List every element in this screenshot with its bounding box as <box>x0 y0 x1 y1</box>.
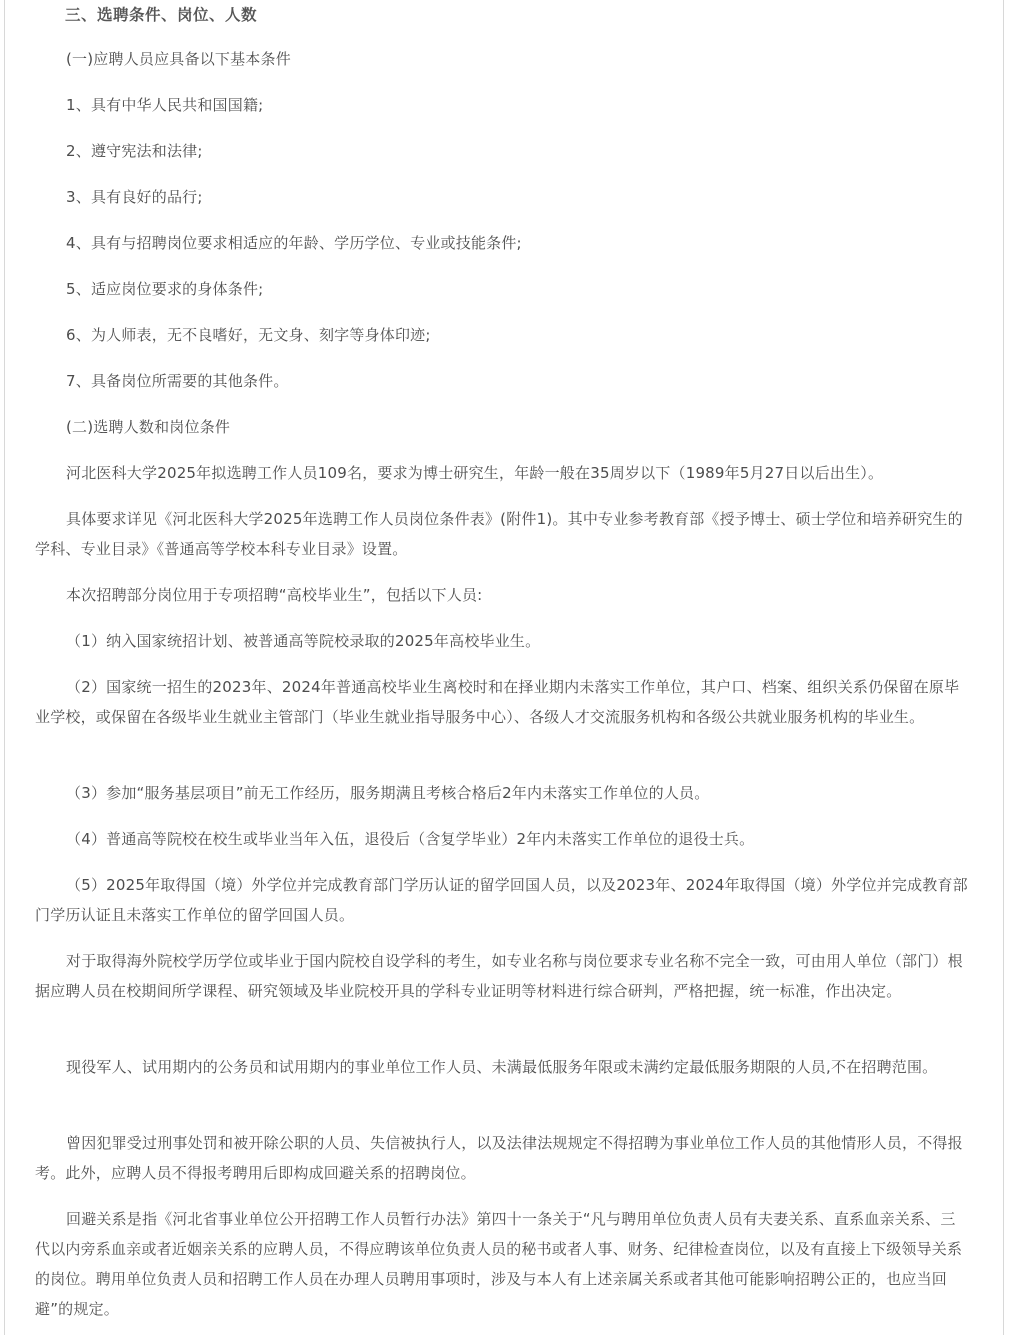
condition-item-4: 4、具有与招聘岗位要求相适应的年龄、学历学位、专业或技能条件; <box>66 234 522 252</box>
condition-item-6: 6、为人师表，无不良嗜好，无文身、刻字等身体印迹; <box>66 326 431 344</box>
graduate-type-2: （2）国家统一招生的2023年、2024年普通高校毕业生离校时和在择业期内未落实工作单位，其户口、档案、组织关系仍保留在原毕业学校，或保留在各级毕业生就业主管部门（毕业生就业指导服务中心）、各级人才交流服务机构和各级公共就业服务机构的毕业生。 <box>35 678 960 726</box>
condition-item-3: 3、具有良好的品行; <box>66 188 203 206</box>
paragraph-basic-conditions: (一)应聘人员应具备以下基本条件 <box>66 50 291 68</box>
paragraph-positions: (二)选聘人数和岗位条件 <box>66 418 231 436</box>
paragraph-disqualification: 曾因犯罪受过刑事处罚和被开除公职的人员、失信被执行人，以及法律法规规定不得招聘为事业单位工作人员的其他情形人员，不得报考。此外，应聘人员不得报考聘用后即构成回避关系的招聘岗位。 <box>35 1134 963 1182</box>
graduate-type-1: （1）纳入国家统招计划、被普通高等院校录取的2025年高校毕业生。 <box>66 632 541 650</box>
condition-item-7: 7、具备岗位所需要的其他条件。 <box>66 372 289 390</box>
graduate-type-4: （4）普通高等院校在校生或毕业当年入伍，退役后（含复学毕业）2年内未落实工作单位的退役士兵。 <box>66 830 755 848</box>
paragraph-overseas-degree: 对于取得海外院校学历学位或毕业于国内院校自设学科的考生，如专业名称与岗位要求专业名称不完全一致，可由用人单位（部门）根据应聘人员在校期间所学课程、研究领域及毕业院校开具的学科专业证明等材料进行综合研判，严格把握，统一标准，作出决定。 <box>35 952 963 1000</box>
paragraph-special-recruitment: 本次招聘部分岗位用于专项招聘“高校毕业生”，包括以下人员: <box>66 586 483 604</box>
graduate-type-5: （5）2025年取得国（境）外学位并完成教育部门学历认证的留学回国人员，以及2023年、2024年取得国（境）外学位并完成教育部门学历认证且未落实工作单位的留学回国人员。 <box>35 876 968 924</box>
paragraph-avoidance: 回避关系是指《河北省事业单位公开招聘工作人员暂行办法》第四十一条关于“凡与聘用单位负责人员有夫妻关系、直系血亲关系、三代以内旁系血亲或者近姻亲关系的应聘人员，不得应聘该单位负责人员的秘书或者人事、财务、纪律检查岗位，以及有直接上下级领导关系的岗位。聘用单位负责人员和招聘工作人员在办理人员聘用事项时，涉及与本人有上述亲属关系或者其他可能影响招聘公正的，也应当回避”的规定。 <box>35 1210 963 1318</box>
section-heading: 三、选聘条件、岗位、人数 <box>65 6 258 24</box>
condition-item-1: 1、具有中华人民共和国国籍; <box>66 96 264 114</box>
condition-item-2: 2、遵守宪法和法律; <box>66 142 203 160</box>
paragraph-requirements-detail: 具体要求详见《河北医科大学2025年选聘工作人员岗位条件表》(附件1)。其中专业参考教育部《授予博士、硕士学位和培养研究生的学科、专业目录》《普通高等学校本科专业目录》设置。 <box>35 510 963 558</box>
paragraph-excluded-persons: 现役军人、试用期内的公务员和试用期内的事业单位工作人员、未满最低服务年限或未满约定最低服务期限的人员,不在招聘范围。 <box>66 1058 938 1076</box>
condition-item-5: 5、适应岗位要求的身体条件; <box>66 280 264 298</box>
graduate-type-3: （3）参加“服务基层项目”前无工作经历，服务期满且考核合格后2年内未落实工作单位的人员。 <box>66 784 710 802</box>
paragraph-recruit-count: 河北医科大学2025年拟选聘工作人员109名，要求为博士研究生，年龄一般在35周岁以下（1989年5月27日以后出生）。 <box>66 464 884 482</box>
